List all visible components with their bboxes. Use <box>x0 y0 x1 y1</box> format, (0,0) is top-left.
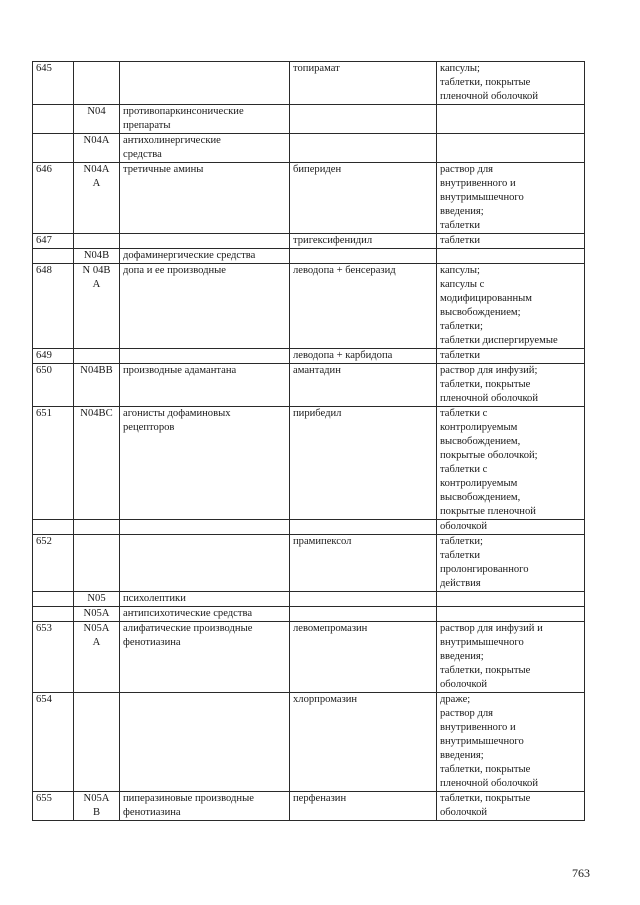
row-number-cell: 648 <box>33 264 74 349</box>
group-name-cell: антипсихотические средства <box>120 607 290 622</box>
dosage-form-cell: раствор для внутривенного и внутримышечного введения; таблетки <box>437 163 585 234</box>
table-row <box>33 264 585 349</box>
atc-code-cell: N05 <box>74 592 120 607</box>
drug-name-cell: леводопа + карбидопа <box>290 349 437 364</box>
row-number-cell: 645 <box>33 62 74 105</box>
row-number-cell: 652 <box>33 535 74 592</box>
row-number-cell <box>33 520 74 535</box>
atc-code-cell: N04B <box>74 249 120 264</box>
row-number-cell: 654 <box>33 693 74 792</box>
group-name-cell: производные адамантана <box>120 364 290 407</box>
table-row <box>33 163 585 234</box>
atc-code-cell: N04BC <box>74 407 120 520</box>
drug-name-cell: хлорпромазин <box>290 693 437 792</box>
row-number-cell <box>33 249 74 264</box>
row-number-cell <box>33 607 74 622</box>
row-number-cell: 649 <box>33 349 74 364</box>
row-number-cell: 646 <box>33 163 74 234</box>
table-row <box>33 407 585 520</box>
dosage-form-cell <box>437 607 585 622</box>
group-name-cell: допа и ее производные <box>120 264 290 349</box>
atc-code-cell <box>74 349 120 364</box>
drug-name-cell <box>290 105 437 134</box>
group-name-cell <box>120 62 290 105</box>
dosage-form-cell <box>437 134 585 163</box>
atc-code-cell: N 04B A <box>74 264 120 349</box>
dosage-form-cell: драже; раствор для внутривенного и внутримышечного введения; таблетки, покрытые пленочной оболочкой <box>437 693 585 792</box>
table-row <box>33 520 585 535</box>
drug-name-cell <box>290 249 437 264</box>
dosage-form-cell <box>437 592 585 607</box>
atc-code-cell: N04A <box>74 134 120 163</box>
dosage-form-cell: раствор для инфузий; таблетки, покрытые пленочной оболочкой <box>437 364 585 407</box>
row-number-cell <box>33 105 74 134</box>
dosage-form-cell: таблетки с контролируемым высвобождением, покрытые оболочкой; таблетки с контролируемым высвобождением, покрытые пленочной <box>437 407 585 520</box>
drug-name-cell: тригексифенидил <box>290 234 437 249</box>
drug-name-cell <box>290 520 437 535</box>
table-row <box>33 535 585 592</box>
table-row <box>33 134 585 163</box>
group-name-cell <box>120 535 290 592</box>
row-number-cell: 653 <box>33 622 74 693</box>
row-number-cell: 651 <box>33 407 74 520</box>
dosage-form-cell: таблетки; таблетки пролонгированного действия <box>437 535 585 592</box>
group-name-cell <box>120 349 290 364</box>
table-row <box>33 622 585 693</box>
table-row <box>33 349 585 364</box>
table-body <box>33 62 585 821</box>
table-row <box>33 792 585 821</box>
dosage-form-cell: раствор для инфузий и внутримышечного введения; таблетки, покрытые оболочкой <box>437 622 585 693</box>
drug-name-cell <box>290 592 437 607</box>
dosage-form-cell: таблетки <box>437 234 585 249</box>
page-number: 763 <box>572 866 590 880</box>
dosage-form-cell: капсулы; капсулы с модифицированным высвобождением; таблетки; таблетки диспергируемые <box>437 264 585 349</box>
table-row <box>33 607 585 622</box>
table-row <box>33 249 585 264</box>
group-name-cell: дофаминергические средства <box>120 249 290 264</box>
dosage-form-cell: капсулы; таблетки, покрытые пленочной оболочкой <box>437 62 585 105</box>
group-name-cell <box>120 693 290 792</box>
drug-name-cell: пирибедил <box>290 407 437 520</box>
drug-name-cell: топирамат <box>290 62 437 105</box>
group-name-cell: антихолинергические средства <box>120 134 290 163</box>
group-name-cell: противопаркинсонические препараты <box>120 105 290 134</box>
atc-code-cell: N04BB <box>74 364 120 407</box>
row-number-cell: 650 <box>33 364 74 407</box>
group-name-cell <box>120 234 290 249</box>
row-number-cell <box>33 592 74 607</box>
drug-name-cell: перфеназин <box>290 792 437 821</box>
dosage-form-cell: таблетки, покрытые оболочкой <box>437 792 585 821</box>
atc-code-cell <box>74 693 120 792</box>
row-number-cell: 647 <box>33 234 74 249</box>
group-name-cell: третичные амины <box>120 163 290 234</box>
dosage-form-cell: оболочкой <box>437 520 585 535</box>
group-name-cell: агонисты дофаминовых рецепторов <box>120 407 290 520</box>
dosage-form-cell <box>437 105 585 134</box>
drug-name-cell: прамипексол <box>290 535 437 592</box>
drug-name-cell: бипериден <box>290 163 437 234</box>
group-name-cell: психолептики <box>120 592 290 607</box>
table-row <box>33 62 585 105</box>
table-row <box>33 592 585 607</box>
group-name-cell <box>120 520 290 535</box>
atc-code-cell <box>74 520 120 535</box>
drug-name-cell: левомепромазин <box>290 622 437 693</box>
group-name-cell: пиперазиновые производные фенотиазина <box>120 792 290 821</box>
drug-name-cell <box>290 134 437 163</box>
drug-table <box>32 61 585 821</box>
row-number-cell <box>33 134 74 163</box>
drug-name-cell <box>290 607 437 622</box>
dosage-form-cell: таблетки <box>437 349 585 364</box>
atc-code-cell: N04A A <box>74 163 120 234</box>
group-name-cell: алифатические производные фенотиазина <box>120 622 290 693</box>
drug-name-cell: леводопа + бенсеразид <box>290 264 437 349</box>
table-row <box>33 364 585 407</box>
atc-code-cell: N05A B <box>74 792 120 821</box>
atc-code-cell: N05A A <box>74 622 120 693</box>
table-row <box>33 693 585 792</box>
row-number-cell: 655 <box>33 792 74 821</box>
atc-code-cell <box>74 62 120 105</box>
table-row <box>33 234 585 249</box>
atc-code-cell <box>74 234 120 249</box>
dosage-form-cell <box>437 249 585 264</box>
atc-code-cell: N04 <box>74 105 120 134</box>
atc-code-cell <box>74 535 120 592</box>
table-row <box>33 105 585 134</box>
drug-name-cell: амантадин <box>290 364 437 407</box>
atc-code-cell: N05A <box>74 607 120 622</box>
